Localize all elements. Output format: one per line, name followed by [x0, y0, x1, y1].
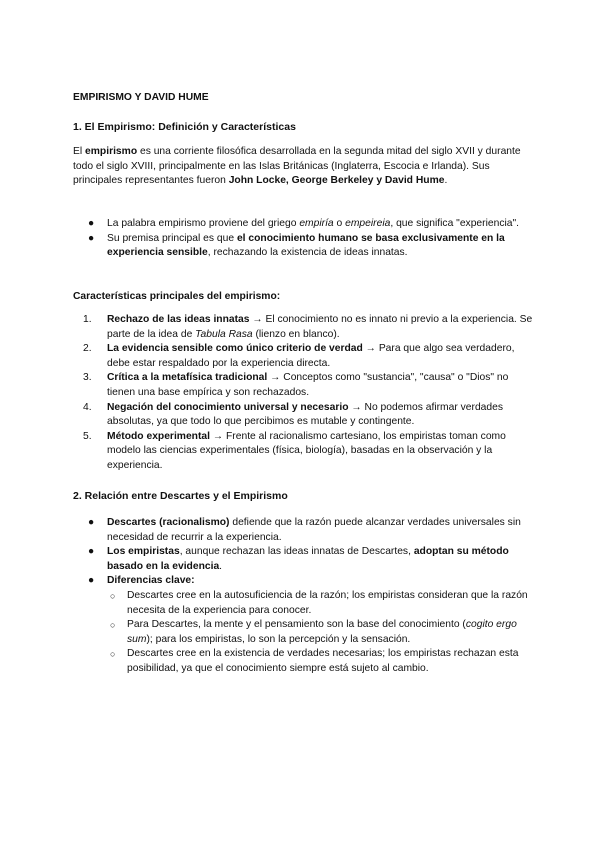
- section1-heading: 1. El Empirismo: Definición y Características: [73, 121, 296, 133]
- list-item: 1. Rechazo de las ideas innatas → El conocimiento no es innato ni previo a la experiencia. Se parte de la idea de Tabula Rasa (lienzo en blanco).: [83, 314, 533, 340]
- list-item: ○ Para Descartes, la mente y el pensamiento son la base del conocimiento (cogito ergo sum); para los empiristas, lo son la percepción y la sensación.: [110, 619, 517, 645]
- list-item: 2. La evidencia sensible como único criterio de verdad → Para que algo sea verdadero, debe estar respaldado por la experiencia directa.: [83, 343, 515, 369]
- hollow-bullet-icon: ○: [110, 620, 116, 631]
- bullet-icon: ●: [88, 232, 95, 244]
- list-item: 4. Negación del conocimiento universal y necesario → No podemos afirmar verdades absolutas, ya que todo lo que percibimos es mutable y contingente.: [83, 401, 504, 428]
- section2-heading: 2. Relación entre Descartes y el Empirismo: [73, 490, 288, 502]
- list-item: ● Diferencias clave:: [73, 574, 533, 589]
- list-item: ○ Descartes cree en la autosuficiencia de la razón; los empiristas consideran que la razón necesita de la experiencia para conocer.: [110, 590, 528, 616]
- term-empirismo: empirismo: [85, 146, 138, 157]
- representatives: John Locke, George Berkeley y David Hume: [228, 175, 445, 187]
- features-list: [73, 313, 533, 474]
- document-title: EMPIRISMO Y DAVID HUME: [73, 92, 209, 103]
- features-heading: Características principales del empirismo:: [73, 291, 281, 302]
- list-item: ● Descartes (racionalismo) defiende que la razón puede alcanzar verdades universales sin necesidad de recurrir a la experiencia.: [88, 517, 521, 543]
- section2-bullets: [73, 516, 533, 589]
- hollow-bullet-icon: ○: [110, 649, 116, 660]
- list-item: ○ Descartes cree en la existencia de verdades necesarias; los empiristas rechazan esta posibilidad, ya que el conocimiento siempre está sujeto al cambio.: [110, 648, 519, 674]
- list-item: ● Los empiristas, aunque rechazan las ideas innatas de Descartes, adoptan su método basado en la evidencia.: [88, 546, 509, 572]
- list-item: 3. Crítica a la metafísica tradicional → Conceptos como "sustancia", "causa" o "Dios" no tienen una base empírica y son rechazados.: [83, 372, 509, 398]
- bullet-icon: ●: [88, 575, 95, 587]
- bullet-icon: ●: [88, 546, 95, 558]
- hollow-bullet-icon: ○: [110, 591, 116, 601]
- differences-list: [73, 589, 533, 677]
- section1-intro: El empirismo es una corriente filosófica desarrollada en la segunda mitad del siglo XVII y durante todo el siglo XVIII, principalmente en las Islas Británicas (Inglaterra, Escocia e Irlanda). Sus principales representantes fueron John Locke, George Berkeley y David Hume.: [73, 146, 521, 187]
- list-item: ● La palabra empirismo proviene del griego empiría o empeireia, que significa "experiencia".: [73, 217, 533, 232]
- list-item: 5. Método experimental → Frente al racionalismo cartesiano, los empiristas toman como modelo las ciencias experimentales (física, biología), basadas en la observación y la experiencia.: [83, 430, 506, 471]
- bullet-icon: ●: [88, 218, 95, 229]
- list-item: ● Su premisa principal es que el conocimiento humano se basa exclusivamente en la experiencia sensible, rechazando la existencia de ideas innatas.: [88, 232, 505, 259]
- bullet-icon: ●: [88, 517, 95, 528]
- section1-bullets: [73, 217, 533, 261]
